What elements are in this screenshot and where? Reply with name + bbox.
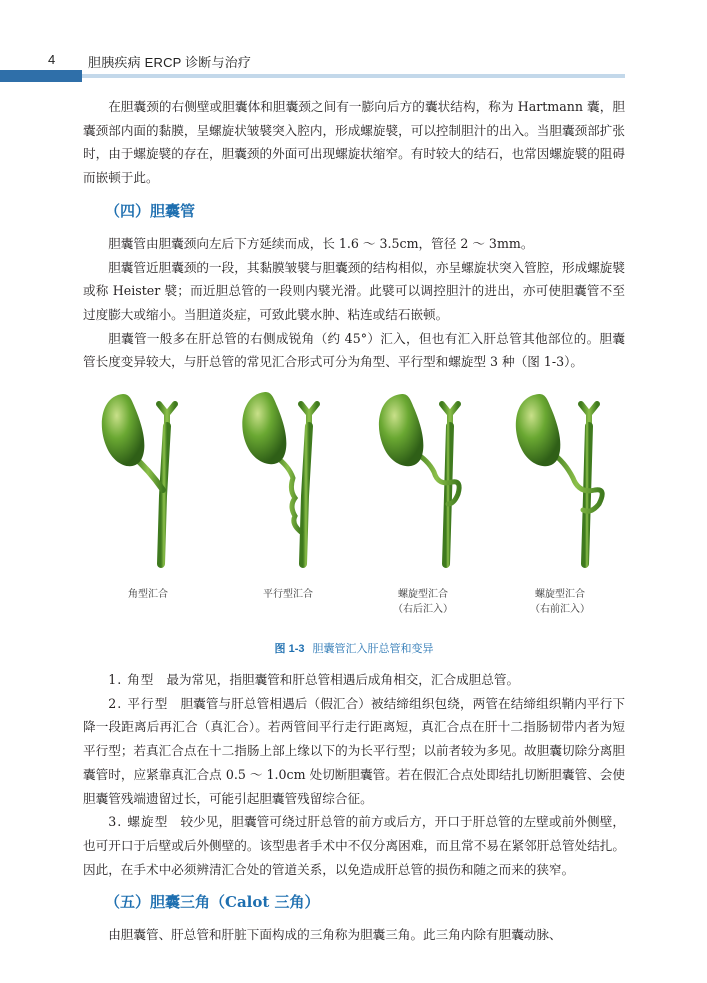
header-bar-accent: [0, 70, 82, 82]
gallbladder-angular-illustration: [83, 386, 213, 586]
running-title: 胆胰疾病 ERCP 诊断与治疗: [88, 55, 252, 70]
paragraph: 由胆囊管、肝总管和肝脏下面构成的三角称为胆囊三角。此三角内除有胆囊动脉、: [108, 927, 562, 943]
type-description: 胆囊管与肝总管相遇后（假汇合）被结缔组织包绕，两管在结缔组织鞘内平行下降一段距离后再汇合（真汇合）。若两管间平行走行距离短，真汇合点在肝十二指肠韧带内者为短平行型；若真汇合点在十二指肠上部上缘以下的为长平行型；以前者较为多见。故胆囊切除分离胆囊管时，应紧靠真汇合点 0.5 ～ 1.0cm 处切断胆囊管。若在假汇合点处即结扎切断胆囊管、会使胆囊管残端遗留过长，可能引起胆囊管残留综合征。: [83, 695, 625, 806]
section-title-cystic-duct: （四）胆囊管: [105, 201, 196, 220]
figure-1-3: [83, 386, 625, 626]
page-body: [83, 95, 625, 947]
type-term: 3. 螺旋型: [108, 814, 169, 830]
section-title-calot-triangle: （五）胆囊三角（Calot 三角）: [105, 893, 320, 912]
figure-panel-label: 平行型汇合: [263, 589, 313, 601]
figure-panel-spiral-posterior: [358, 386, 488, 616]
figure-panel-parallel: [223, 386, 353, 603]
paragraph-hartmann: 在胆囊颈的右侧壁或胆囊体和胆囊颈之间有一膨向后方的囊状结构，称为 Hartmann 囊，胆囊颈部内面的黏膜，呈螺旋状皱襞突入腔内，形成螺旋襞，可以控制胆汁的出入。当胆囊颈部扩张时，由于螺旋襞的存在，胆囊颈的外面可出现螺旋状缩窄。有时较大的结石，也常因螺旋襞的阻碍而嵌顿于此。: [83, 99, 625, 186]
paragraph: 胆囊管由胆囊颈向左后下方延续而成，长 1.6 ～ 3.5cm，管径 2 ～ 3mm。: [108, 235, 534, 251]
header-bar-rule: [82, 74, 625, 78]
figure-caption: [83, 640, 625, 656]
figure-panel-label: 螺旋型汇合: [535, 589, 585, 601]
paragraph: 胆囊管近胆囊颈的一段，其黏膜皱襞与胆囊颈的结构相似，亦呈螺旋状突入管腔，形成螺旋襞或称 Heister 襞；而近胆总管的一段则内襞光滑。此襞可以调控胆汁的进出，亦可使胆囊管不至过度膨大或缩小。当胆道炎症，可致此襞水肿、粘连或结石嵌顿。: [83, 259, 625, 322]
gallbladder-spiral-posterior-illustration: [358, 386, 488, 586]
type-description: 较少见，胆囊管可绕过肝总管的前方或后方，开口于肝总管的左壁或前外侧壁，也可开口于后壁或后外侧壁的。该型患者手术中不仅分离困难，而且常不易在紧邻肝总管处结扎。因此，在手术中必须辨清汇合处的管道关系，以免造成肝总管的损伤和随之而来的狭窄。: [83, 814, 625, 877]
figure-panel-angular: [83, 386, 213, 603]
type-item-angular: [83, 668, 625, 692]
type-term: 1. 角型: [108, 672, 155, 688]
figure-panel-spiral-anterior: [495, 386, 625, 616]
figure-panel-sublabel: （右后汇入）: [393, 604, 453, 616]
paragraph: 胆囊管一般多在肝总管的右侧成锐角（约 45°）汇入，但也有汇入肝总管其他部位的。胆囊管长度变异较大，与肝总管的常见汇合形式可分为角型、平行型和螺旋型 3 种（图 1-3）。: [83, 330, 625, 370]
figure-panel-sublabel: （右前汇入）: [530, 604, 590, 616]
figure-panel-label: 角型汇合: [128, 589, 168, 601]
page-number: 4: [48, 52, 56, 67]
figure-caption-text: 胆囊管汇入肝总管和变异: [312, 643, 434, 656]
type-item-parallel: [83, 692, 625, 811]
figure-number: 图 1-3: [274, 643, 305, 656]
figure-panel-label: 螺旋型汇合: [398, 589, 448, 601]
page-header: [0, 0, 707, 86]
type-description: 最为常见，指胆囊管和肝总管相遇后成角相交，汇合成胆总管。: [166, 672, 520, 688]
gallbladder-parallel-illustration: [223, 386, 353, 586]
type-term: 2. 平行型: [108, 695, 169, 711]
gallbladder-spiral-anterior-illustration: [495, 386, 625, 586]
type-item-spiral: [83, 810, 625, 881]
